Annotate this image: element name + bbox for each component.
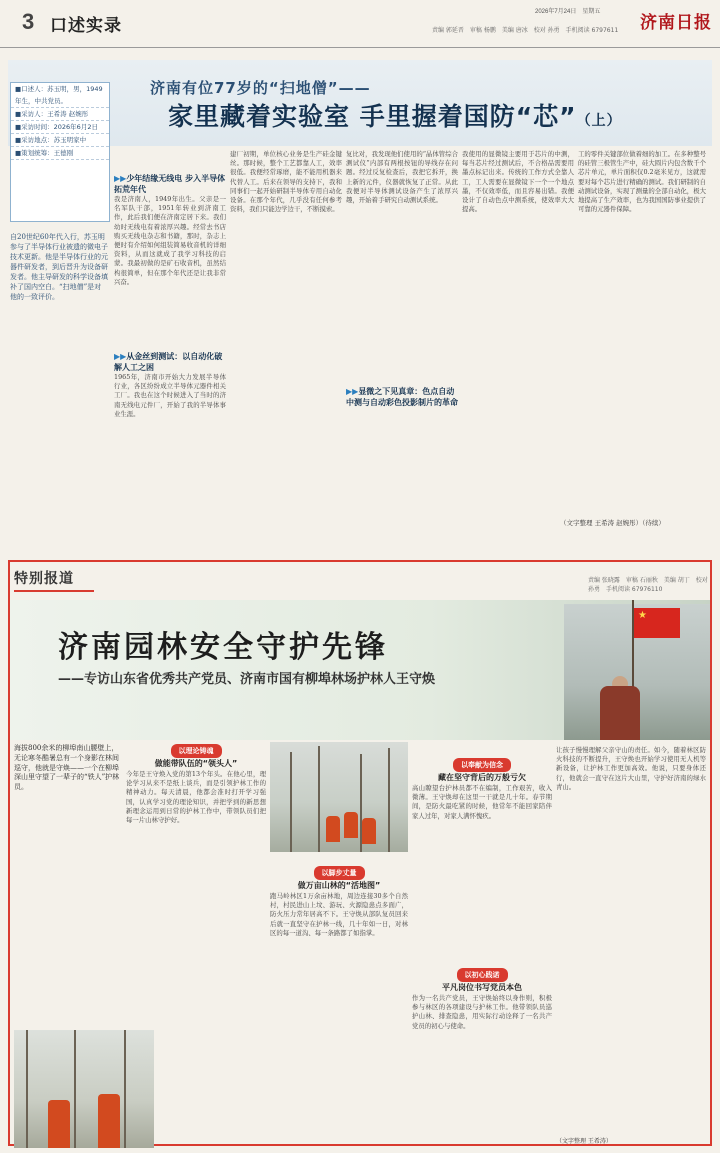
ranger-figure — [98, 1094, 120, 1148]
masthead-logo: 济南日报 — [640, 13, 712, 33]
report-lead: 海拔800余米的柳埠南山腰壁上，无论寒冬酷暑总有一个身影在林间巡守，他就是守焕——一个在柳埠深山里守望了一辈子的“铁人”护林员。 — [14, 744, 120, 792]
section-label: 以理论铸魂 — [171, 744, 222, 758]
rangers-patrol-photo — [14, 1030, 154, 1148]
section-title: 做万亩山林的“活地图” — [297, 881, 381, 890]
headline-part: （上） — [576, 113, 622, 129]
page-number: 3 — [22, 9, 35, 34]
section-body: 高山瞭望台护林员都不在编制，工作艰苦，收入微薄。王守焕却在这里一干就是几十年。春节期间，是防火最吃紧的时候，他常年不能回家陪伴家人过年，对家人满怀愧疚。 — [412, 784, 552, 820]
report-signature: （文字整理 王希涛） — [556, 1138, 612, 1145]
section-body: 今年是王守焕入党的第13个年头。在他心里，理论学习从来不是纸上谈兵，而是引领护林工作的精神动力。每天清晨，他都会准时打开学习强国，认真学习党的理论知识，并把学到的新思想新理念运用到日常的护林工作中，带领队员们把每一片山林守护好。 — [126, 770, 266, 825]
report-subtitle: ——专访山东省优秀共产党员、济南市国有柳埠林场护林人王守焕 — [58, 672, 436, 687]
section-label: 以奉献为信念 — [453, 758, 511, 772]
triangle-icon: ▶▶ — [114, 174, 127, 183]
body-text: 我是济南人，1949年出生。父亲是一名军队干部，1951年转业到济南工作，此后我们便在济南定居下来。我们幼时无线电有着浓厚兴趣。经常去书店购买无线电杂志和书籍，那时，杂志上便时有介绍如何组装简易收音机的详细资料，从而这就成了我学习科技的启蒙。我最初做的是矿石收音机，虽然结构很简单，但在那个年代还是让我非常兴奋。 — [114, 195, 226, 286]
subheading: ▶▶从金丝到测试：以自动化破解人工之困 — [114, 352, 223, 372]
headline-text: 家里藏着实验室 手里握着国防“芯” — [168, 102, 577, 131]
editor-credits: 责编 郭延晋 审稿 杨鹏 美编 唐冰 校对 孙勇 手机阅读 6797611 — [432, 27, 619, 34]
rangers-forest-photo — [270, 742, 408, 852]
report-section-1 — [126, 738, 266, 1028]
article-column-2: 建厂初期，单位核心业务是生产硅金键丝。那时候，整个工艺都靠人工，效率很低。我便经常琢磨，能不能用机器来代替人工。后来在领导的支持下，我和同事们一起开始研制半导体专用自动化设备。在那个年代，几乎没有任何参考资料，我们只能边学边干，不断摸索。 — [230, 150, 342, 214]
body-text: 1965年，济南市开始大力发展半导体行业，各区纷纷成立半导体元器件相关工厂。我也在这个时候进入了当时的济南无线电元件厂，开始了我的半导体事业生涯。 — [114, 373, 226, 418]
section-label: 以初心践诺 — [457, 968, 508, 982]
report-column-4: 让孩子慢慢理解父亲守山的责任。如今，随着林区防火科技的不断提升，王守焕也开始学习使用无人机等新设备，让护林工作更加高效。他说，只要身体还行，他就会一直守在这片大山里，守护好济南的绿水青山。 — [556, 746, 706, 791]
article-lead: 自20世纪60年代入行，苏玉明参与了半导体行业被遗的微电子技术更新。他是半导体行业的元器件研发者，到后晋升为设备研发者。他主导研发的科学设备填补了国内空白。“扫地僧”是对他的一致评价。 — [10, 233, 108, 301]
ranger-figure — [48, 1100, 70, 1148]
article-series: 济南有位77岁的“扫地僧”—— — [150, 79, 371, 97]
article-column-5: 工的零件关键部位做着细的加工。在多种整号的硅管三极管生产中，硅大圆片内包含数千个芯片单元，单片面积仅0.2毫米见方，这就需要对每个芯片进行精确的测试。我们研制的自动测试设备，实现了测量的全部自动化，极大地提高了生产效率，也为我国国防事业提供了可靠的元器件保障。 — [578, 150, 706, 214]
report-tab: 特别报道 — [14, 571, 74, 587]
section-body: 跑马岭林区1万余亩林地，周边连接30多个自然村，村民进山上坟、游玩、火源隐患点多面广，防火压力常年居高不下。王守焕从部队复员回来后就一直坚守在护林一线，几十年如一日，对林区的每一道沟、每一条路都了如指掌。 — [270, 892, 408, 937]
report-title: 济南园林安全守护先锋 — [58, 630, 388, 665]
star-icon: ★ — [638, 610, 647, 621]
article-signature: （文字整理 王希涛 赵婉彤）（待续） — [560, 519, 665, 527]
report-section-3 — [412, 752, 552, 1122]
tab-underline — [14, 590, 94, 592]
subheading: ▶▶显微之下见真章：色点自动中测与自动彩色投影制片的革命 — [346, 387, 458, 407]
section-title: 平凡岗位书写党员本色 — [442, 983, 522, 992]
credit-line: ■采访地点：苏玉明家中 — [11, 134, 109, 147]
section-title: 口述实录 — [50, 16, 122, 36]
section-body: 作为一名共产党员，王守焕始终以身作则，积极参与林区的各项建设与护林工作。他带领队员巡护山林、排查隐患，用实际行动诠释了一名共产党员的初心与使命。 — [412, 994, 552, 1030]
report-editor-credits: 责编 张晓露 审稿 石丽秋 美编 胡丁 校对 孙勇 手机阅读 67976110 — [588, 577, 708, 593]
article-column-4: 我使用的显微镜主要用于芯片的中测，每当芯片经过测试后，不合格品需要用墨点标记出来。传统的工作方式全靠人工，工人需要在显微镜下一个一个地点墨，不仅效率低，而且容易出错。我便设计了自动色点中测系统，使效率大大提高。 — [462, 150, 574, 214]
credit-line: ■策划统筹：王德刚 — [11, 147, 109, 160]
article-column-3 — [346, 150, 458, 523]
ranger-figure — [600, 686, 640, 740]
credit-line: ■口述人：苏玉明，男，1949年生，中共党员。 — [11, 83, 109, 108]
issue-date: 2026年7月24日 星期五 — [535, 9, 601, 15]
triangle-icon: ▶▶ — [114, 352, 127, 361]
article-column-1 — [114, 173, 226, 523]
ranger-figure — [362, 818, 376, 844]
triangle-icon: ▶▶ — [346, 387, 359, 396]
report-section-2 — [270, 860, 408, 1120]
body-text: 复比对，我发现他们使用的“晶体管综合测试仪”内部有两根按钮的导线存在问题。经过反复检查后，我把它拆开，换上新的元件，仪器就恢复了正常。从此我便对半导体测试设备产生了浓厚兴趣，开始着手研究自动测试系统。 — [346, 150, 458, 205]
credit-line: ■采访时间：2026年6月2日 — [11, 121, 109, 134]
ranger-figure — [326, 816, 340, 842]
credit-box — [10, 82, 110, 222]
subheading: ▶▶少年结缘无线电 步入半导体拓荒年代 — [114, 174, 226, 194]
section-title: 藏在坚守背后的万般亏欠 — [438, 773, 526, 782]
ranger-figure — [344, 812, 358, 838]
section-label: 以脚步丈量 — [314, 866, 365, 880]
article-headline — [168, 97, 622, 133]
section-title: 做能带队伍的“领头人” — [154, 759, 238, 768]
credit-line: ■采访人：王希涛 赵婉彤 — [11, 108, 109, 121]
